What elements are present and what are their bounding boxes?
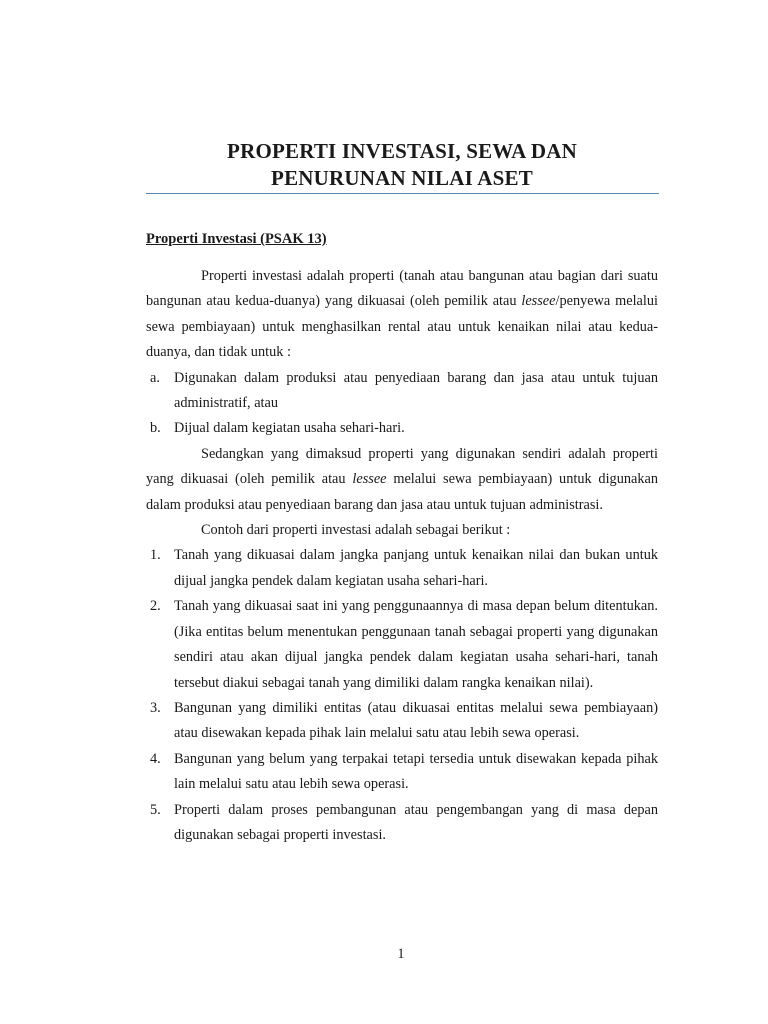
list-marker: 1. (150, 547, 161, 564)
alpha-list (146, 366, 658, 442)
list-marker: 4. (150, 750, 161, 767)
list-item-text: Properti dalam proses pembangunan atau pengembangan yang di masa depan digunakan sebagai properti investasi. (174, 801, 658, 843)
list-item-text: Bangunan yang dimiliki entitas (atau dikuasai entitas melalui sewa pembiayaan) atau disewakan kepada pihak lain melalui satu atau lebih sewa operasi. (174, 699, 658, 742)
list-marker: b. (150, 420, 161, 437)
list-marker: 3. (150, 699, 161, 716)
list-item (146, 416, 658, 441)
list-item (146, 366, 658, 417)
section-heading: Properti Investasi (PSAK 13) (146, 231, 327, 247)
paragraph-definition-italic: lessee (521, 293, 556, 310)
paragraph-definition-text-2: /penyewa melalui sewa pembiayaan) untuk menghasilkan rental atau untuk kenaikan nilai atau kedua-duanya, dan tidak untuk : (146, 293, 658, 361)
title-underline-rule (146, 193, 659, 194)
title-line-1: PROPERTI INVESTASI, SEWA DAN (227, 139, 577, 163)
list-item (146, 747, 658, 798)
list-marker: 2. (150, 598, 161, 615)
list-marker: 5. (150, 801, 161, 818)
list-item (146, 543, 658, 594)
list-item (146, 594, 658, 696)
list-item (146, 798, 658, 849)
list-item-text: Bangunan yang belum yang terpakai tetapi tersedia untuk disewakan kepada pihak lain melalui satu atau lebih sewa operasi. (174, 750, 658, 793)
paragraph-examples-intro: Contoh dari properti investasi adalah sebagai berikut : (201, 522, 511, 539)
paragraph-own-use (146, 442, 658, 518)
page-number: 1 (397, 946, 405, 962)
paragraph-own-use-italic: lessee (352, 471, 387, 488)
list-item-text: Dijual dalam kegiatan usaha sehari-hari. (174, 420, 405, 437)
list-marker: a. (150, 369, 160, 386)
document-title (146, 138, 658, 192)
numbered-list (146, 543, 658, 848)
document-body (146, 264, 658, 848)
paragraph-own-use-text-2: melalui sewa pembiayaan) untuk digunakan dalam produksi atau penyediaan barang dan jasa atau untuk tujuan administrasi. (146, 471, 658, 513)
paragraph-definition-text-1: Properti investasi adalah properti (tanah atau bangunan atau bagian dari suatu bangunan atau kedua-duanya) yang dikuasai (oleh pemilik atau (146, 268, 658, 310)
paragraph-definition (146, 264, 658, 366)
title-line-2: PENURUNAN NILAI ASET (271, 166, 533, 190)
list-item (146, 696, 658, 747)
list-item-text: Tanah yang dikuasai dalam jangka panjang untuk kenaikan nilai dan bukan untuk dijual jangka pendek dalam kegiatan usaha sehari-hari. (174, 547, 658, 589)
paragraph-own-use-text-1: Sedangkan yang dimaksud properti yang digunakan sendiri adalah properti yang dikuasai (oleh pemilik atau (146, 445, 658, 488)
list-item-text: Tanah yang dikuasai saat ini yang penggunaannya di masa depan belum ditentukan. (Jika entitas belum menentukan penggunaan tanah sebagai properti yang digunakan sendiri atau akan dijual jangka pendek dalam kegiatan usaha sehari-hari, tanah tersebut diakui sebagai tanah yang dimiliki dalam rangka kenaikan nilai). (174, 598, 658, 691)
list-item-text: Digunakan dalam produksi atau penyediaan barang dan jasa atau untuk tujuan administratif, atau (174, 369, 658, 412)
